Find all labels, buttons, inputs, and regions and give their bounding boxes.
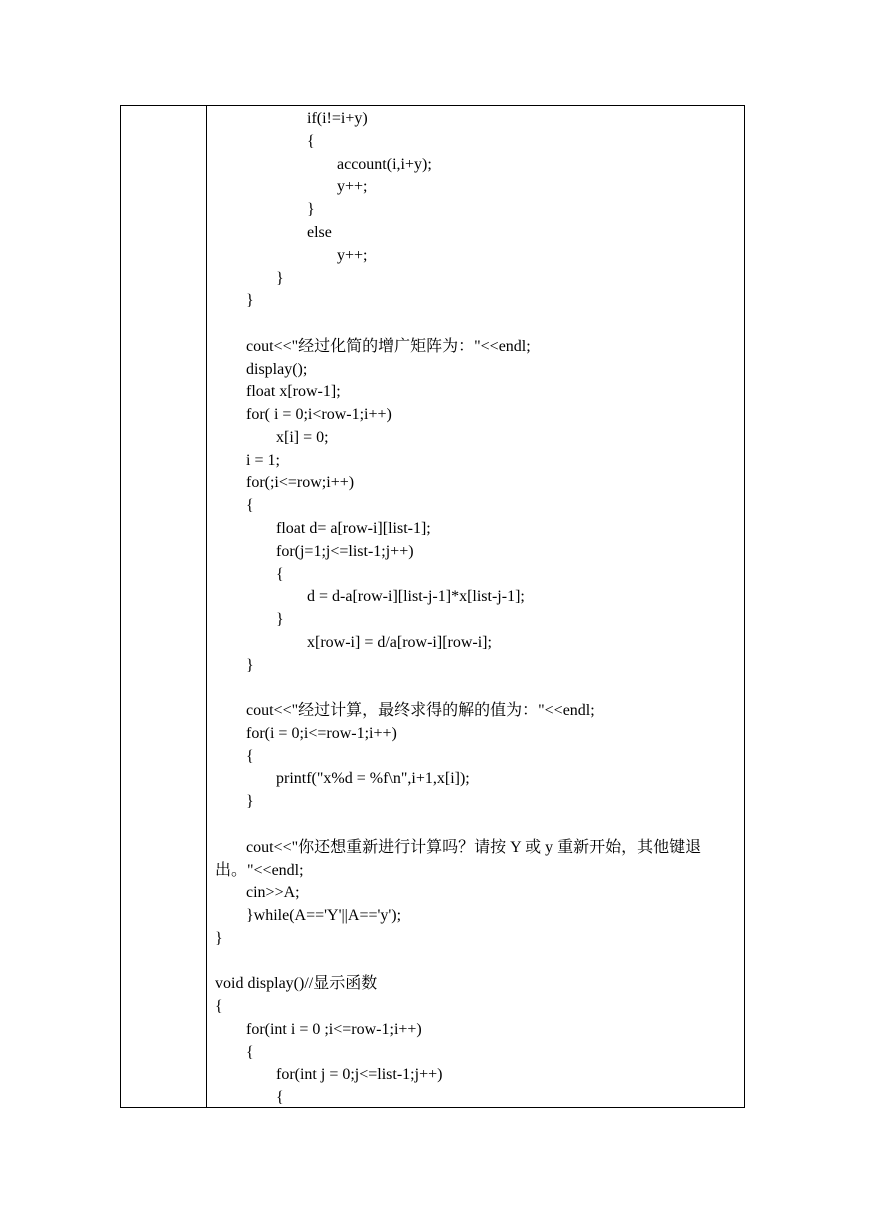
code-line: cin>>A;: [246, 884, 300, 901]
code-line: }: [215, 930, 223, 947]
code-line: x[row-i] = d/a[row-i][row-i];: [307, 634, 492, 651]
code-line: {: [307, 133, 315, 150]
code-line: void display()//显示函数: [215, 975, 378, 992]
code-line: i = 1;: [246, 452, 280, 469]
code-line: for(;i<=row;i++): [246, 474, 355, 491]
code-table: [120, 105, 745, 1108]
code-line: printf("x%d = %f\n",i+1,x[i]);: [276, 770, 470, 787]
code-line: {: [246, 748, 254, 765]
code-cell: [207, 106, 744, 1107]
code-line: }: [276, 611, 284, 628]
code-line: {: [276, 566, 284, 583]
code-line: {: [276, 1089, 284, 1106]
code-line: }: [307, 201, 315, 218]
code-line: cout<<"经过化简的增广矩阵为："<<endl;: [246, 338, 531, 355]
code-line: float x[row-1];: [246, 383, 341, 400]
code-line: }: [276, 270, 284, 287]
code-line: }: [246, 793, 254, 810]
code-line: float d= a[row-i][list-1];: [276, 520, 431, 537]
code-line: if(i!=i+y): [307, 110, 368, 127]
code-line: account(i,i+y);: [337, 156, 432, 173]
code-line: d = d-a[row-i][list-j-1]*x[list-j-1];: [307, 588, 525, 605]
code-line: cout<<"你还想重新进行计算吗？请按 Y 或 y 重新开始，其他键退: [246, 839, 702, 856]
code-line: display();: [246, 361, 308, 378]
label-cell: [121, 106, 207, 1107]
code-line: for( i = 0;i<row-1;i++): [246, 406, 392, 423]
code-line: {: [246, 1044, 254, 1061]
code-line: y++;: [337, 247, 368, 264]
code-line: 出。"<<endl;: [215, 862, 304, 879]
code-line: for(int i = 0 ;i<=row-1;i++): [246, 1021, 422, 1038]
code-line: for(j=1;j<=list-1;j++): [276, 543, 414, 560]
code-line: for(i = 0;i<=row-1;i++): [246, 725, 397, 742]
code-line: for(int j = 0;j<=list-1;j++): [276, 1066, 443, 1083]
code-line: {: [246, 497, 254, 514]
code-line: }while(A=='Y'||A=='y');: [246, 907, 402, 924]
code-line: x[i] = 0;: [276, 429, 329, 446]
code-line: y++;: [337, 178, 368, 195]
code-line: }: [246, 657, 254, 674]
code-line: {: [215, 998, 223, 1015]
code-line: else: [307, 224, 332, 241]
code-line: }: [246, 292, 254, 309]
code-line: cout<<"经过计算，最终求得的解的值为："<<endl;: [246, 702, 595, 719]
